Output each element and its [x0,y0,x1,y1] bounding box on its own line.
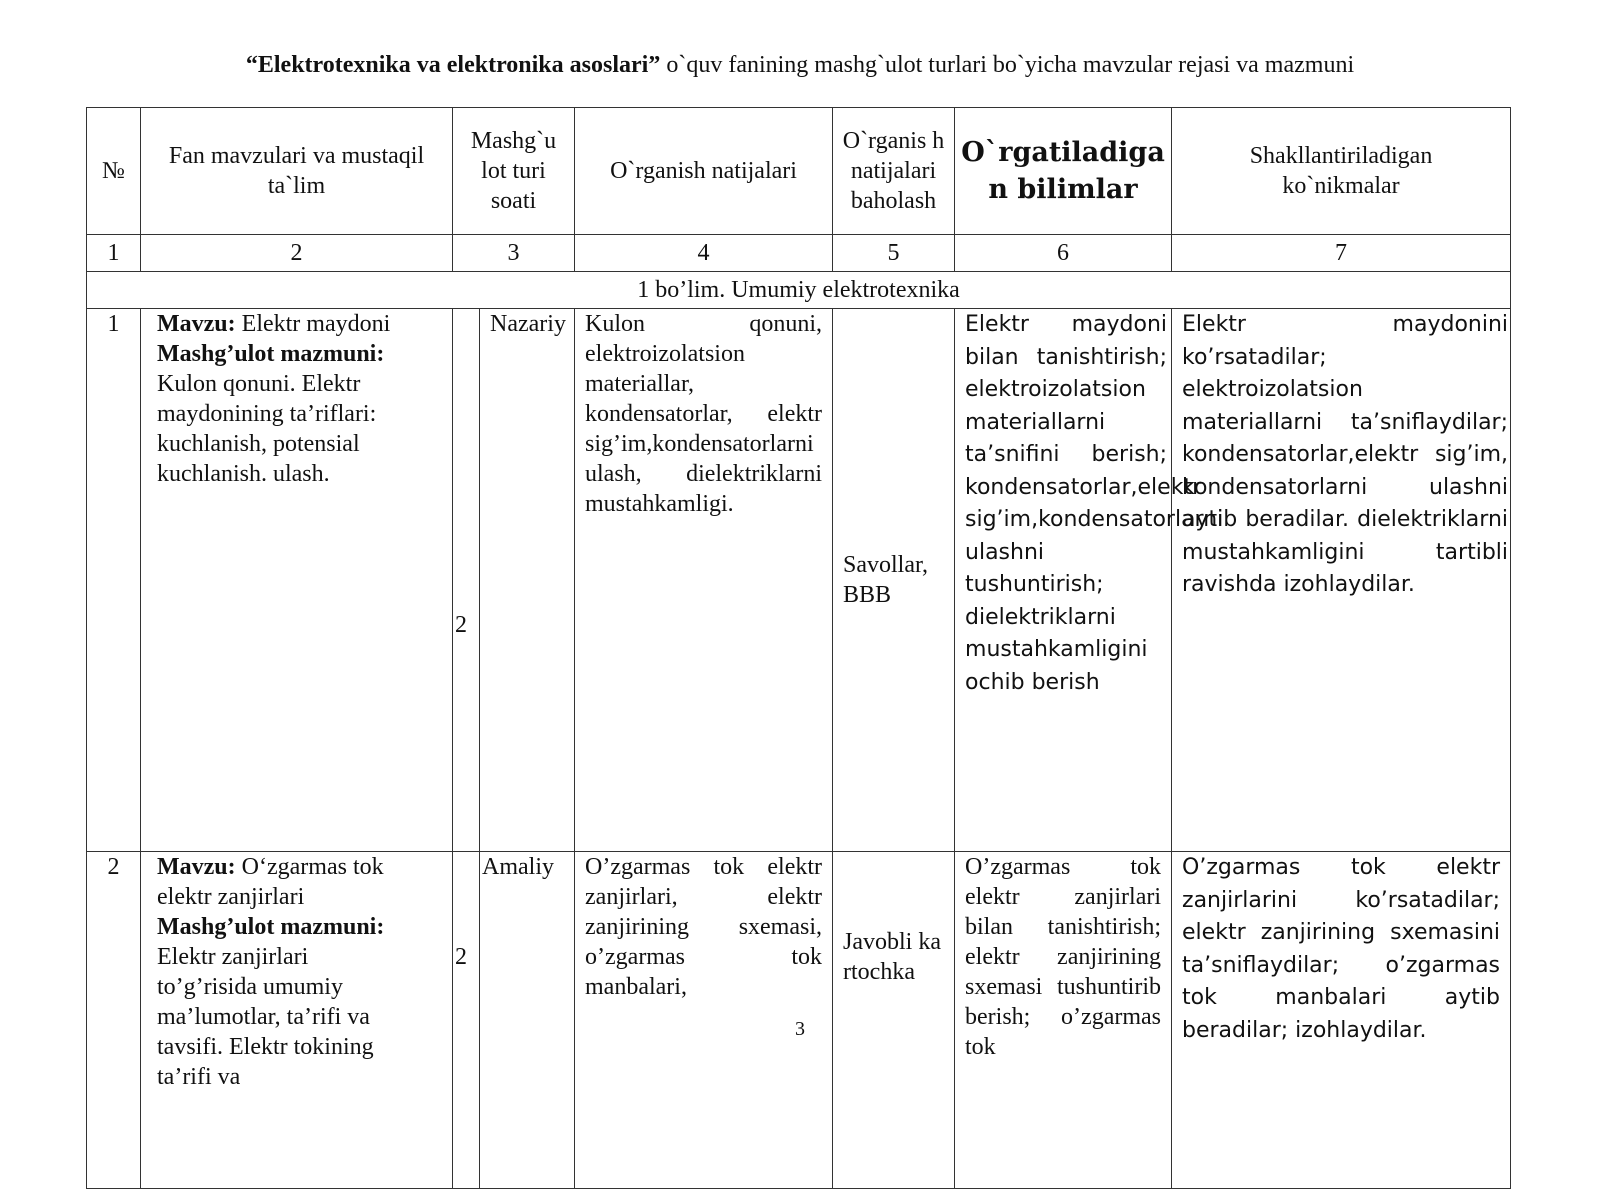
type-cell: Nazariy [480,309,575,852]
knowledge-cell: O’zgarmas tok elektr zanjirlari bilan tanishtirish; elektr zanjirining sxemasi tushuntirib berish; o’zgarmas tok [955,852,1172,1189]
header-assessment: O`rganis h natijalari baholash [833,108,955,235]
header-topics: Fan mavzulari va mustaqil ta`lim [141,108,453,235]
topic-cell [141,309,453,852]
content-text: Kulon qonuni. Elektr maydonining ta’riflari: kuchlanish, potensial kuchlanish. ulash. [157,371,377,487]
title-bold: “Elektrotexnika va elektronika asoslari” [245,52,661,78]
content-label: Mashg’ulot mazmuni: [157,341,385,367]
title-rest: o`quv fanining mashg`ulot turlari bo`yicha mavzular rejasi va mazmuni [660,52,1355,78]
type-cell: Amaliy [480,852,575,1189]
skills-cell: Elektr maydonini ko’rsatadilar; elektroizolatsion materiallarni ta’sniflaydilar; kondensatorlar,elektr sig’im, kondensatorlarni ulashni aytib beradilar. dielektriklarni mustahkamligini tartibli ravishda izohlaydilar. [1172,309,1511,852]
assessment-cell: Javobli kartochka [833,852,955,1189]
results-cell: Kulon qonuni, elektroizolatsion materiallar, kondensatorlar, elektr sig’im,kondensatorlarni ulash, dielektriklarni mustahkamligi. [575,309,833,852]
column-number: 7 [1172,235,1511,272]
header-results: O`rganish natijalari [575,108,833,235]
header-type-hours: Mashg`u lot turi soati [453,108,575,235]
column-number: 3 [453,235,575,272]
topic-label: Mavzu: [157,311,236,337]
topic-label: Mavzu: [157,854,236,880]
content-text: Elektr zanjirlari to’g’risida umumiy ma’lumotlar, ta’rifi va tavsifi. Elektr tokining ta’rifi va [157,944,374,1090]
section-title: 1 bo’lim. Umumiy elektrotexnika [87,272,1511,309]
knowledge-cell: Elektr maydoni bilan tanishtirish; elektroizolatsion materiallarni ta’snifini berish; kondensatorlar,elektr sig’im,kondensatorlarni ulashni tushuntirish; dielektriklarni mustahkamligini ochib berish [955,309,1172,852]
page-title [0,52,1600,79]
topic-text: O‘zgarmas tok elektr zanjirlari [157,854,384,910]
topic-text: Elektr maydoni [235,311,391,337]
header-row [87,108,1511,235]
column-number: 2 [141,235,453,272]
skills-cell: O’zgarmas tok elektr zanjirlarini ko’rsatadilar; elektr zanjirining sxemasini ta’sniflaydilar; o’zgarmas tok manbalari aytib beradilar; izohlaydilar. [1172,852,1511,1189]
results-cell: O’zgarmas tok elektr zanjirlari, elektr zanjirining sxemasi, o’zgarmas tok manbalari, [575,852,833,1189]
row-number: 2 [87,852,141,1189]
column-number: 5 [833,235,955,272]
header-skills: Shakllantiriladigan ko`nikmalar [1172,108,1511,235]
column-number: 4 [575,235,833,272]
content-label: Mashg’ulot mazmuni: [157,914,385,940]
hours-cell: 2 [453,852,480,1189]
row-number: 1 [87,309,141,852]
column-number: 1 [87,235,141,272]
column-number: 6 [955,235,1172,272]
header-knowledge: O`rgatiladiga n bilimlar [955,108,1172,235]
assessment-cell: Savollar, BBB [833,309,955,852]
column-number-row [87,235,1511,272]
table-row [87,309,1511,852]
header-number: № [87,108,141,235]
hours-cell: 2 [453,309,480,852]
section-row [87,272,1511,309]
page-number: 3 [795,1018,805,1040]
